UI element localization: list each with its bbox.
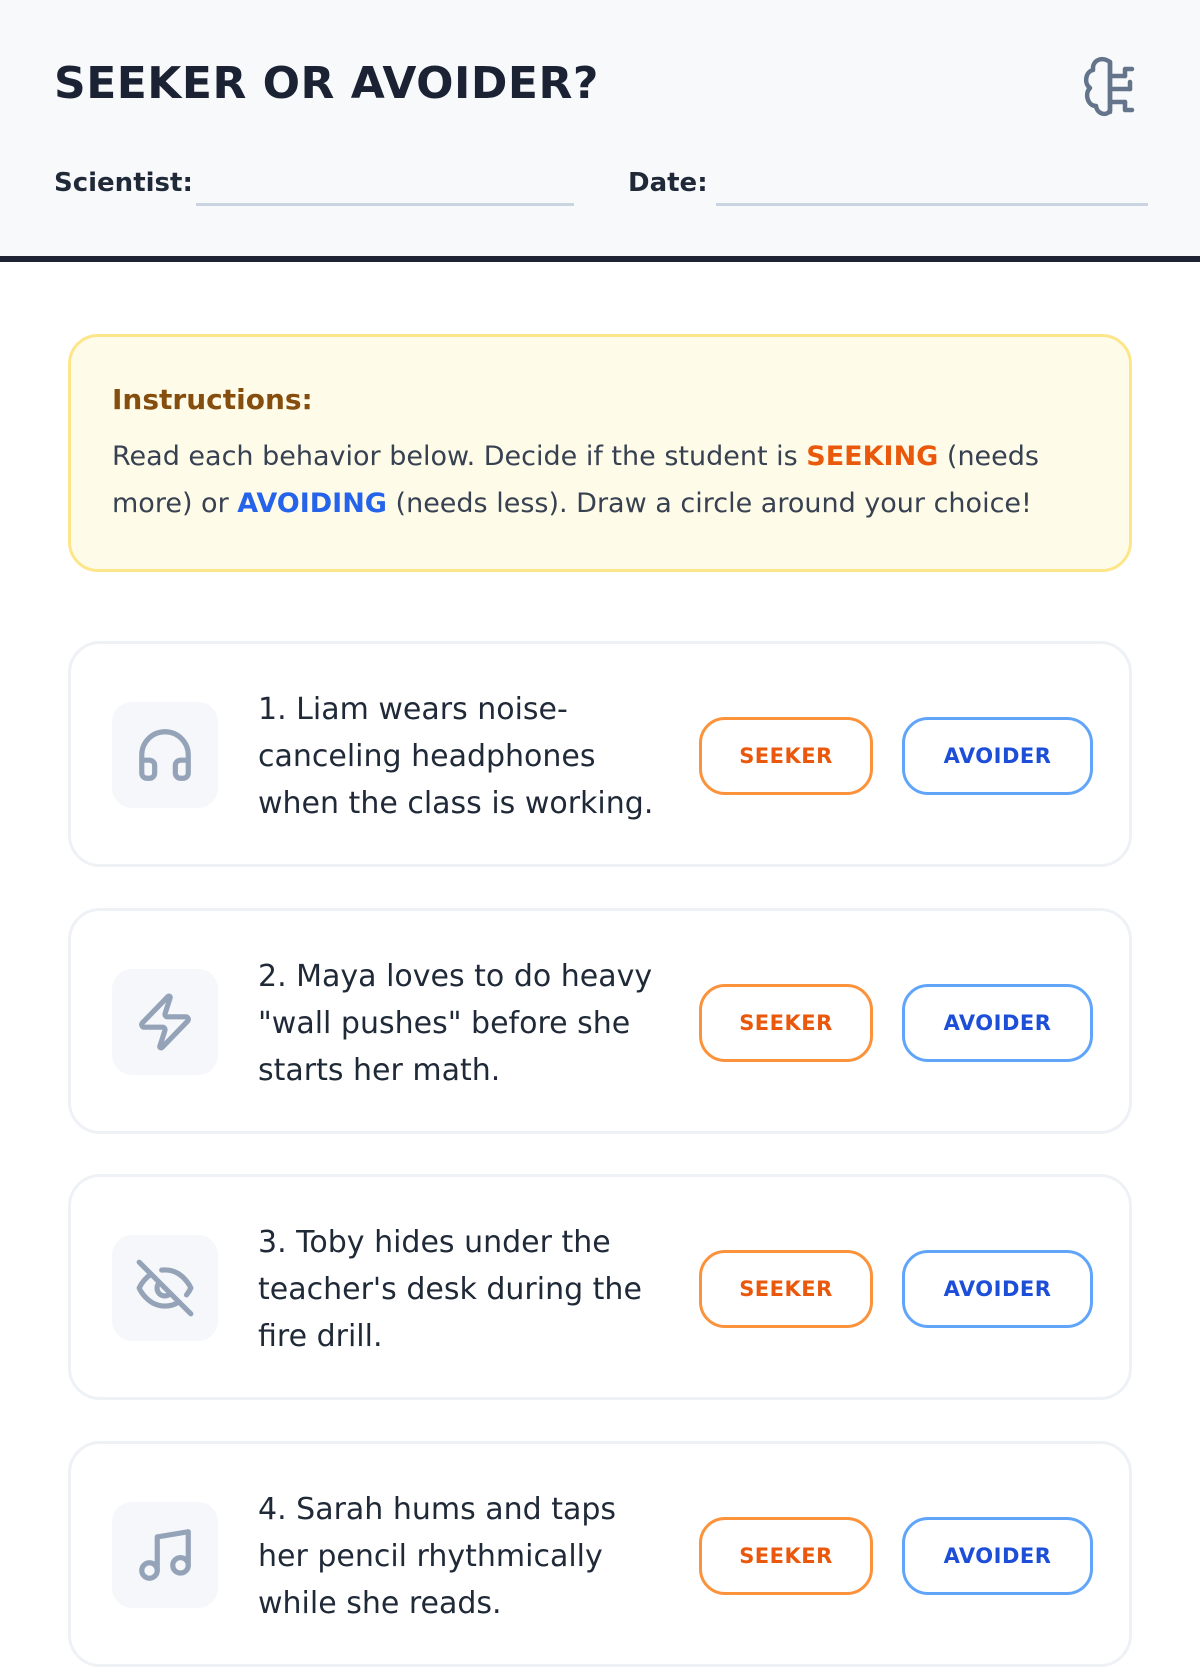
behavior-text: 4. Sarah hums and taps her pencil rhythmically while she reads. <box>258 1492 617 1621</box>
seeker-button[interactable]: SEEKER <box>699 1250 873 1328</box>
avoider-button[interactable]: AVOIDER <box>902 717 1093 795</box>
behavior-text: 1. Liam wears noise-canceling headphones when the class is working. <box>258 692 654 821</box>
instructions-text-end: (needs less). Draw a circle around your choice! <box>386 488 1032 519</box>
seeker-button[interactable]: SEEKER <box>699 717 873 795</box>
eye-off-icon <box>112 1235 218 1341</box>
instructions-text <box>112 433 1052 527</box>
date-label: Date: <box>628 168 708 198</box>
behavior-card <box>68 1174 1132 1400</box>
brain-icon <box>1080 54 1144 120</box>
instructions-title: Instructions: <box>112 383 313 416</box>
avoider-button[interactable]: AVOIDER <box>902 1250 1093 1328</box>
seeking-keyword: SEEKING <box>806 441 939 472</box>
instructions-text-middle: (needs more) or <box>112 441 1039 519</box>
page-title: SEEKER OR AVOIDER? <box>54 58 599 109</box>
seeker-button[interactable]: SEEKER <box>699 1517 873 1595</box>
avoider-button[interactable]: AVOIDER <box>902 1517 1093 1595</box>
behavior-text: 3. Toby hides under the teacher's desk during the fire drill. <box>258 1225 642 1354</box>
worksheet-header <box>0 0 1200 262</box>
headphones-icon <box>112 702 218 808</box>
behavior-card <box>68 908 1132 1134</box>
seeker-button[interactable]: SEEKER <box>699 984 873 1062</box>
behavior-text: 2. Maya loves to do heavy "wall pushes" before she starts her math. <box>258 959 653 1088</box>
avoider-button[interactable]: AVOIDER <box>902 984 1093 1062</box>
scientist-name-line[interactable] <box>196 203 574 206</box>
scientist-label: Scientist: <box>54 168 193 198</box>
date-line[interactable] <box>716 203 1148 206</box>
behavior-card <box>68 1441 1132 1667</box>
behavior-card <box>68 641 1132 867</box>
lightning-icon <box>112 969 218 1075</box>
music-icon <box>112 1502 218 1608</box>
avoiding-keyword: AVOIDING <box>237 488 387 519</box>
instructions-text-start: Read each behavior below. Decide if the student is <box>112 441 807 472</box>
instructions-box <box>68 334 1132 572</box>
